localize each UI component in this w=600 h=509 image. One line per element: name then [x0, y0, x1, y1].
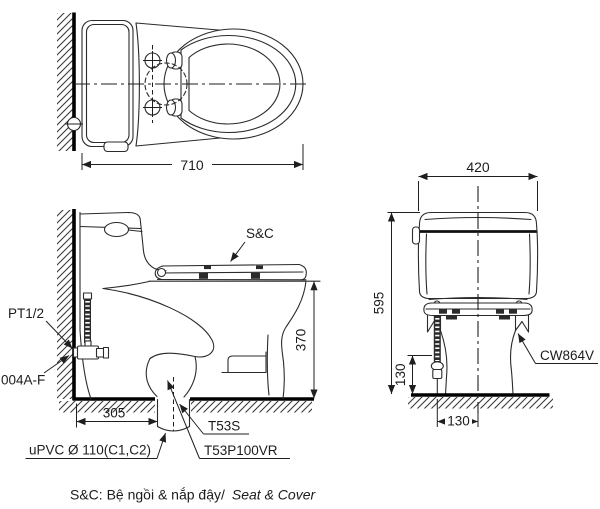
drain-pipe-label: uPVC Ø 110(C1,C2) [29, 442, 152, 458]
side-view [1, 209, 320, 459]
dimension-370 [294, 281, 315, 398]
flange-label-1: T53S [208, 418, 241, 434]
toilet-profile-side [80, 213, 320, 399]
dim-drain-offset-value: 305 [102, 405, 126, 421]
wall-hatch-top [57, 13, 73, 151]
tank-outline-side [80, 213, 166, 271]
floor-hatch-front [408, 397, 553, 409]
dim-width-value: 420 [466, 159, 490, 175]
floor-hatch [191, 401, 312, 413]
angle-valve-body [78, 346, 99, 359]
supply-valve-side [74, 293, 109, 359]
flush-button-side [105, 223, 129, 237]
angle-valve-callout: 004A-F [1, 372, 46, 388]
supply-hose-front [431, 316, 443, 394]
top-view-plan [57, 13, 306, 174]
trapway-interior-lines [103, 282, 269, 398]
supply-thread-callout: PT1/2 [8, 306, 45, 321]
caption-english: Seat & Cover [231, 486, 316, 503]
dim-depth-value: 710 [180, 157, 204, 173]
dim-height-value: 595 [371, 291, 387, 315]
drain-pipe-callout [26, 433, 166, 459]
tank-side-fitting [413, 227, 420, 244]
caption-vietnamese: S&C: Bệ ngồi & nắp đậy/ [70, 486, 225, 503]
dim-seat-height-value: 370 [293, 328, 309, 352]
flush-button-plan [104, 142, 128, 152]
seat-cover-callout: S&C [246, 226, 274, 241]
dimension-420 [419, 159, 538, 211]
seat-cover-leader [231, 242, 246, 262]
dim-supply-offset-value: 130 [447, 413, 470, 429]
valve-nut [431, 362, 443, 370]
wall-hatch-side [57, 210, 73, 399]
seat-cover-side [155, 265, 306, 280]
flange-label-2: T53P100VR [204, 443, 278, 458]
caption [70, 487, 316, 503]
tank-front [413, 213, 538, 299]
model-callout [518, 334, 598, 364]
dimension-130-vertical [393, 356, 432, 395]
model-label: CW864V [540, 348, 595, 363]
front-view [372, 159, 599, 429]
dim-supply-height-value: 130 [393, 363, 408, 387]
